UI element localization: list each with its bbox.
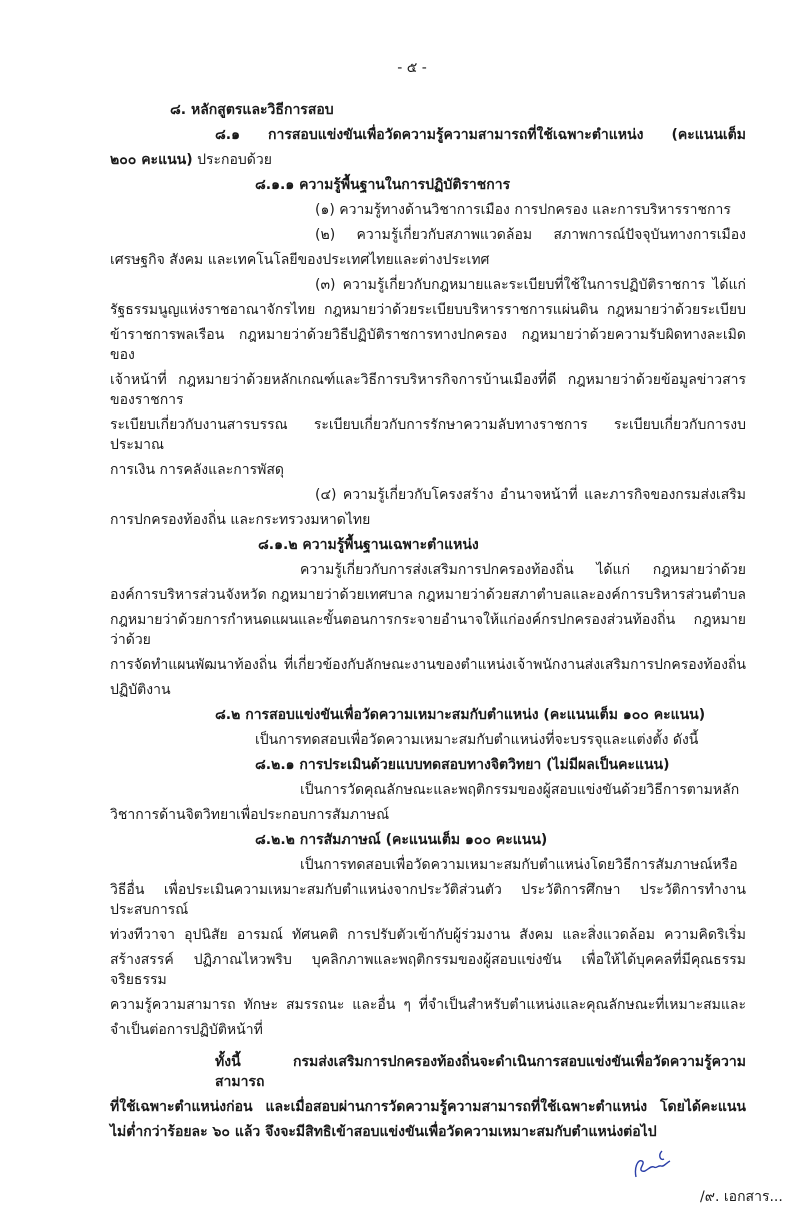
text-line bbox=[110, 370, 746, 410]
bold-text: ที่ใช้เฉพาะตำแหน่งก่อน และเมื่อสอบผ่านการวัดความรู้ความสามารถที่ใช้เฉพาะตำแหน่ง โดยได้คะแนน bbox=[110, 1099, 746, 1115]
bold-text: ๘.๑.๒ ความรู้พื้นฐานเฉพาะตำแหน่ง bbox=[258, 537, 479, 553]
text-line bbox=[110, 805, 746, 825]
text-line bbox=[110, 510, 746, 530]
body-text: ข้าราชการพลเรือน กฎหมายว่าด้วยวิธีปฏิบัติราชการทางปกครอง กฎหมายว่าด้วยความรับผิดทางละเมิดของ bbox=[110, 327, 746, 363]
text-line bbox=[110, 755, 746, 775]
text-line bbox=[110, 535, 746, 555]
bold-text: ๘.๒.๑ การประเมินด้วยแบบทดสอบทางจิตวิทยา (ไม่มีผลเป็นคะแนน) bbox=[255, 757, 670, 773]
body-text: ความรู้ความสามารถ ทักษะ สมรรถนะ และอื่น ๆ ที่จำเป็นสำหรับตำแหน่งและคุณลักษณะที่เหมาะสมและ bbox=[110, 997, 746, 1013]
text-line bbox=[110, 1052, 746, 1092]
text-line bbox=[110, 175, 746, 195]
body-text: ปฏิบัติงาน bbox=[110, 682, 171, 698]
bold-text: ไม่ต่ำกว่าร้อยละ ๖๐ แล้ว จึงจะมีสิทธิเข้าสอบแข่งขันเพื่อวัดความเหมาะสมกับตำแหน่งต่อไป bbox=[110, 1124, 657, 1140]
body-text: รัฐธรรมนูญแห่งราชอาณาจักรไทย กฎหมายว่าด้วยระเบียบบริหารราชการแผ่นดิน กฎหมายว่าด้วยระเบียบ bbox=[110, 302, 746, 318]
text-line bbox=[110, 250, 746, 270]
text-line bbox=[110, 200, 746, 220]
text-line bbox=[110, 780, 746, 800]
text-line bbox=[110, 680, 746, 700]
bold-text: ทั้งนี้ กรมส่งเสริมการปกครองท้องถิ่นจะดำเนินการสอบแข่งขันเพื่อวัดความรู้ความสามารถ bbox=[215, 1054, 746, 1090]
text-line bbox=[110, 585, 746, 605]
text-line bbox=[110, 855, 746, 875]
body-text: เป็นการทดสอบเพื่อวัดความเหมาะสมกับตำแหน่งโดยวิธีการสัมภาษณ์หรือ bbox=[300, 857, 738, 873]
body-text: กฎหมายว่าด้วยการกำหนดแผนและขั้นตอนการกระจายอำนาจให้แก่องค์กรปกครองส่วนท้องถิ่น กฎหมายว่าด้วย bbox=[110, 612, 746, 648]
text-line bbox=[110, 415, 746, 455]
body-text: (๒) ความรู้เกี่ยวกับสภาพแวดล้อม สภาพการณ์ปัจจุบันทางการเมือง bbox=[315, 227, 746, 243]
body-text: เศรษฐกิจ สังคม และเทคโนโลยีของประเทศไทยและต่างประเทศ bbox=[110, 252, 490, 268]
text-line bbox=[110, 950, 746, 990]
document-body bbox=[0, 100, 746, 1142]
continuation-note: /๙. เอกสาร... bbox=[700, 1189, 783, 1205]
text-line bbox=[110, 830, 746, 850]
text-line bbox=[110, 1097, 746, 1117]
text-line bbox=[110, 705, 746, 725]
body-text: วิชาการด้านจิตวิทยาเพื่อประกอบการสัมภาษณ์ bbox=[110, 807, 390, 823]
body-text: จำเป็นต่อการปฏิบัติหน้าที่ bbox=[110, 1022, 263, 1038]
body-text: องค์การบริหารส่วนจังหวัด กฎหมายว่าด้วยเทศบาล กฎหมายว่าด้วยสภาตำบลและองค์การบริหารส่วนตำบล bbox=[110, 587, 746, 603]
body-text: เจ้าหน้าที่ กฎหมายว่าด้วยหลักเกณฑ์และวิธีการบริหารกิจการบ้านเมืองที่ดี กฎหมายว่าด้วยข้อมูลข่าวสารของราชการ bbox=[110, 372, 746, 408]
body-text: (๓) ความรู้เกี่ยวกับกฎหมายและระเบียบที่ใช้ในการปฏิบัติราชการ ได้แก่ bbox=[315, 277, 746, 293]
text-line bbox=[110, 925, 746, 945]
bold-text: ๘.๑.๑ ความรู้พื้นฐานในการปฏิบัติราชการ bbox=[255, 177, 511, 193]
body-text: (๑) ความรู้ทางด้านวิชาการเมือง การปกครอง และการบริหารราชการ bbox=[315, 202, 731, 218]
text-line bbox=[110, 485, 746, 505]
text-line bbox=[110, 995, 746, 1015]
text-line bbox=[110, 730, 746, 750]
body-text: ประกอบด้วย bbox=[192, 152, 272, 168]
text-line bbox=[110, 880, 746, 920]
document-footer bbox=[0, 1147, 783, 1217]
page-number: - ๕ - bbox=[397, 60, 427, 76]
bold-text: ๘. หลักสูตรและวิธีการสอบ bbox=[170, 102, 334, 118]
text-line bbox=[110, 125, 746, 145]
text-line bbox=[110, 610, 746, 650]
text-line bbox=[110, 1020, 746, 1040]
text-line bbox=[110, 300, 746, 320]
bold-text: ๘.๑ การสอบแข่งขันเพื่อวัดความรู้ความสามารถที่ใช้เฉพาะตำแหน่ง (คะแนนเต็ม bbox=[215, 127, 746, 143]
body-text: วิธีอื่น เพื่อประเมินความเหมาะสมกับตำแหน่งจากประวัติส่วนตัว ประวัติการศึกษา ประวัติการทำงาน ประสบการณ์ bbox=[110, 882, 746, 918]
text-line bbox=[110, 225, 746, 245]
text-line bbox=[110, 150, 746, 170]
text-line bbox=[110, 275, 746, 295]
body-text: ระเบียบเกี่ยวกับงานสารบรรณ ระเบียบเกี่ยวกับการรักษาความลับทางราชการ ระเบียบเกี่ยวกับการงบประมาณ bbox=[110, 417, 746, 453]
body-text: ท่วงทีวาจา อุปนิสัย อารมณ์ ทัศนคติ การปรับตัวเข้ากับผู้ร่วมงาน สังคม และสิ่งแวดล้อม ความคิดริเริ่ม bbox=[110, 927, 746, 943]
text-line bbox=[110, 1122, 746, 1142]
body-text: สร้างสรรค์ ปฏิภาณไหวพริบ บุคลิกภาพและพฤติกรรมของผู้สอบแข่งขัน เพื่อให้ได้บุคคลที่มีคุณธรรม จริยธรรม bbox=[110, 952, 746, 988]
bold-text: ๘.๒.๒ การสัมภาษณ์ (คะแนนเต็ม ๑๐๐ คะแนน) bbox=[255, 832, 548, 848]
body-text: การเงิน การคลังและการพัสดุ bbox=[110, 462, 284, 478]
body-text: (๔) ความรู้เกี่ยวกับโครงสร้าง อำนาจหน้าที่ และภารกิจของกรมส่งเสริม bbox=[315, 487, 746, 503]
body-text: การปกครองท้องถิ่น และกระทรวงมหาดไทย bbox=[110, 512, 371, 528]
body-text: เป็นการวัดคุณลักษณะและพฤติกรรมของผู้สอบแข่งขันด้วยวิธีการตามหลัก bbox=[300, 782, 740, 798]
bold-text: ๘.๒ การสอบแข่งขันเพื่อวัดความเหมาะสมกับตำแหน่ง (คะแนนเต็ม ๑๐๐ คะแนน) bbox=[215, 707, 706, 723]
text-line bbox=[110, 560, 746, 580]
handwritten-signature bbox=[628, 1147, 678, 1183]
text-line bbox=[110, 655, 746, 675]
bold-text: ๒๐๐ คะแนน) bbox=[110, 152, 193, 168]
text-line bbox=[110, 325, 746, 365]
text-line bbox=[110, 460, 746, 480]
text-line bbox=[110, 100, 746, 120]
body-text: การจัดทำแผนพัฒนาท้องถิ่น ที่เกี่ยวข้องกับลักษณะงานของตำแหน่งเจ้าพนักงานส่งเสริมการปกครองท้องถิ่น bbox=[110, 657, 746, 673]
body-text: เป็นการทดสอบเพื่อวัดความเหมาะสมกับตำแหน่งที่จะบรรจุและแต่งตั้ง ดังนี้ bbox=[255, 732, 699, 748]
body-text: ความรู้เกี่ยวกับการส่งเสริมการปกครองท้องถิ่น ได้แก่ กฎหมายว่าด้วย bbox=[300, 562, 746, 578]
